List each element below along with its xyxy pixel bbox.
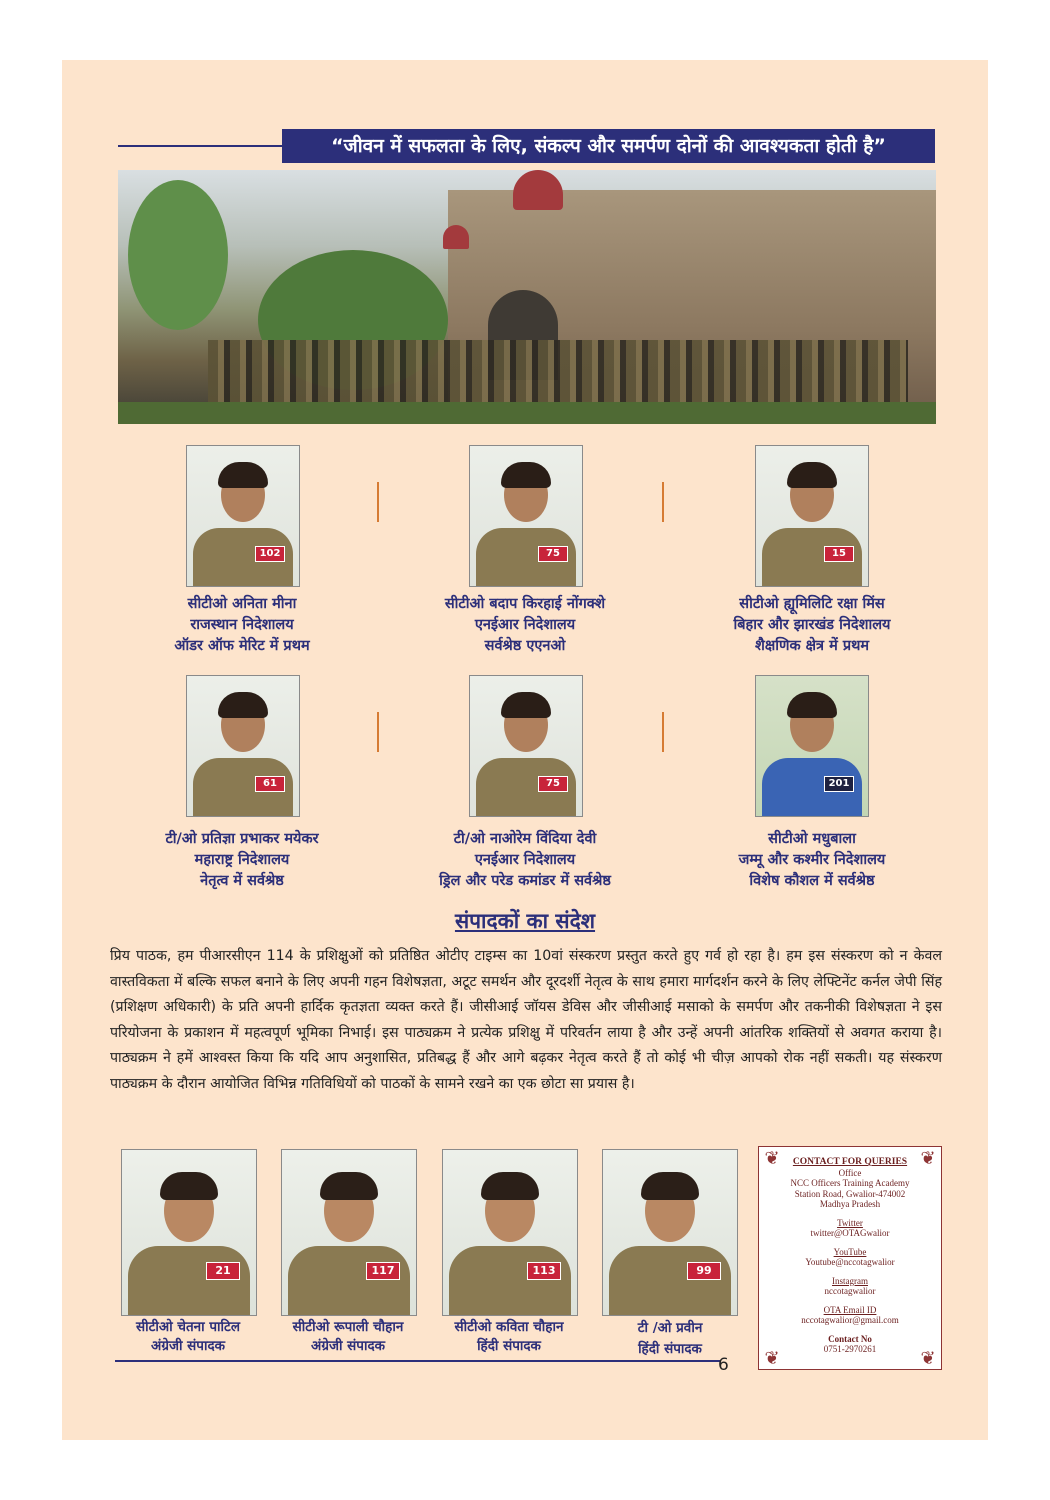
editor-role: अंग्रेजी संपादक — [151, 1338, 225, 1354]
awardee-directorate: महाराष्ट्र निदेशालय — [194, 852, 290, 868]
palm-tree — [128, 180, 228, 330]
awardee-award: ड्रिल और परेड कमांडर में सर्वश्रेष्ठ — [439, 873, 611, 889]
badge-number: 15 — [824, 546, 854, 562]
editor-name: सीटीओ रूपाली चौहान — [292, 1319, 404, 1335]
lawn — [118, 402, 936, 424]
awardee-directorate: जम्मू और कश्मीर निदेशालय — [738, 852, 886, 868]
badge-number: 75 — [538, 546, 568, 562]
editor-name: सीटीओ चेतना पाटिल — [135, 1319, 240, 1335]
awardee-name: सीटीओ बदाप किरहाई नोंगक्शे — [444, 596, 606, 612]
quote-banner: “जीवन में सफलता के लिए, संकल्प और समर्पण दोनों की आवश्यकता होती है” — [282, 129, 935, 163]
awardee-directorate: बिहार और झारखंड निदेशालय — [733, 617, 891, 633]
office-line: Madhya Pradesh — [819, 1199, 881, 1209]
awardee-caption — [120, 594, 364, 657]
awardee-award: ऑडर ऑफ मेरिट में प्रथम — [174, 638, 310, 654]
awardee-name: टी/ओ प्रतिज्ञा प्रभाकर मयेकर — [165, 831, 319, 847]
awardee-directorate: एनईआर निदेशालय — [474, 617, 576, 633]
badge-number: 113 — [527, 1262, 561, 1280]
office-line: Station Road, Gwalior-474002 — [794, 1188, 906, 1199]
editor-photo — [602, 1149, 738, 1316]
awardee-caption — [690, 594, 934, 657]
divider — [662, 712, 664, 752]
contact-title: CONTACT FOR QUERIES — [792, 1157, 908, 1167]
corner-ornament-icon: ❦ — [764, 1148, 780, 1168]
editor-caption — [104, 1318, 272, 1356]
quote-rule — [118, 145, 288, 147]
editor-caption — [264, 1318, 432, 1356]
office-line: NCC Officers Training Academy — [790, 1178, 910, 1188]
badge-number: 117 — [366, 1262, 400, 1280]
awardee-directorate: राजस्थान निदेशालय — [190, 617, 294, 633]
awardee-award: सर्वश्रेष्ठ एएनओ — [484, 638, 566, 654]
instagram-handle[interactable]: nccotagwalior — [824, 1286, 876, 1296]
footer-rule — [115, 1360, 720, 1362]
editor-role: हिंदी संपादक — [638, 1341, 702, 1357]
section-heading: संपादकों का संदेश — [454, 909, 596, 933]
divider — [377, 482, 379, 522]
awardee-name: टी/ओ नाओरेम विंदिया देवी — [453, 831, 597, 847]
awardee-caption — [390, 594, 660, 657]
awardee-name: सीटीओ ह्यूमिलिटि रक्षा मिंस — [739, 596, 885, 612]
awardee-name: सीटीओ अनिता मीना — [187, 596, 297, 612]
badge-number: 99 — [687, 1262, 721, 1280]
awardee-photo — [186, 445, 300, 587]
editor-name: सीटीओ कविता चौहान — [454, 1319, 564, 1335]
awardee-photo — [755, 445, 869, 587]
twitter-handle[interactable]: twitter@OTAGwalior — [810, 1228, 890, 1238]
awardee-photo — [186, 675, 300, 817]
editor-photo — [121, 1149, 257, 1316]
awardee-photo — [755, 675, 869, 817]
badge-number: 102 — [255, 546, 285, 562]
divider — [662, 482, 664, 522]
instagram-label: Instagram — [832, 1275, 868, 1286]
email-address[interactable]: nccotagwalior@gmail.com — [801, 1315, 899, 1325]
youtube-label: YouTube — [833, 1246, 867, 1257]
editorial-message: प्रिय पाठक, हम पीआरसीएन 114 के प्रशिक्षुओं को प्रतिष्ठित ओटीए टाइम्स का 10वां संस्करण प्रस्तुत करते हुए गर्व हो रहा है। हम इस संस्करण को न केवल वास्तविकता में बल्कि सफल बनाने के लिए अपनी गहन विशेषज्ञता, अटूट समर्थन और दूरदर्शी नेतृत्व के साथ हमारा मार्गदर्शन करने के लिए लेफ्टिनेंट कर्नल जेपी सिंह (प्रशिक्षण अधिकारी) के प्रति अपनी हार्दिक कृतज्ञता व्यक्त करते हैं। जीसीआई जॉयस डेविस और जीसीआई मसाको के समर्पण और तकनीकी विशेषज्ञता ने इस परियोजना के प्रकाशन में महत्वपूर्ण भूमिका निभाई। इस पाठ्यक्रम ने प्रत्येक प्रशिक्षु में परिवर्तन लाया है और उन्हें अपनी आंतरिक शक्तियों से अवगत कराया है। पाठ्यक्रम ने हमें आश्वस्त किया कि यदि आप अनुशासित, प्रतिबद्ध हैं और आगे बढ़कर नेतृत्व करते हैं तो कोई भी चीज़ आपको रोक नहीं सकती। यह संस्करण पाठ्यक्रम के दौरान आयोजित विभिन्न गतिविधियों को पाठकों के सामने रखने का एक छोटा सा प्रयास है। — [110, 948, 942, 1092]
awardee-award: शैक्षणिक क्षेत्र में प्रथम — [754, 638, 870, 654]
office-label: Office — [838, 1167, 862, 1178]
awardee-caption — [690, 829, 934, 892]
editor-caption — [590, 1318, 750, 1360]
cadet-group — [208, 340, 908, 410]
editor-caption — [425, 1318, 593, 1356]
building-dome — [513, 170, 563, 210]
group-photo — [118, 170, 936, 424]
corner-ornament-icon: ❦ — [764, 1348, 780, 1368]
badge-number: 21 — [206, 1262, 240, 1280]
editor-photo — [281, 1149, 417, 1316]
badge-number: 75 — [538, 776, 568, 792]
awardee-directorate: एनईआर निदेशालय — [474, 852, 576, 868]
youtube-handle[interactable]: Youtube@nccotagwalior — [805, 1257, 895, 1267]
page-number: 6 — [718, 1355, 729, 1375]
awardee-caption — [120, 829, 364, 892]
editor-photo — [442, 1149, 578, 1316]
editor-name: टी /ओ प्रवीन — [637, 1320, 703, 1336]
badge-number: 61 — [255, 776, 285, 792]
phone-label: Contact No — [828, 1333, 872, 1344]
corner-ornament-icon: ❦ — [920, 1348, 936, 1368]
phone-number[interactable]: 0751-2970261 — [823, 1344, 877, 1354]
awardee-award: विशेष कौशल में सर्वश्रेष्ठ — [749, 873, 875, 889]
editor-role: हिंदी संपादक — [477, 1338, 541, 1354]
twitter-label: Twitter — [837, 1217, 863, 1228]
divider — [377, 712, 379, 752]
corner-ornament-icon: ❦ — [920, 1148, 936, 1168]
awardee-award: नेतृत्व में सर्वश्रेष्ठ — [200, 873, 284, 889]
awardee-photo — [469, 445, 583, 587]
awardee-caption — [390, 829, 660, 892]
contact-card — [758, 1146, 942, 1370]
awardee-photo — [469, 675, 583, 817]
editor-role: अंग्रेजी संपादक — [311, 1338, 385, 1354]
email-label: OTA Email ID — [823, 1304, 877, 1315]
building-dome-small — [443, 225, 469, 249]
awardee-name: सीटीओ मधुबाला — [768, 831, 856, 847]
badge-number: 201 — [824, 776, 854, 792]
